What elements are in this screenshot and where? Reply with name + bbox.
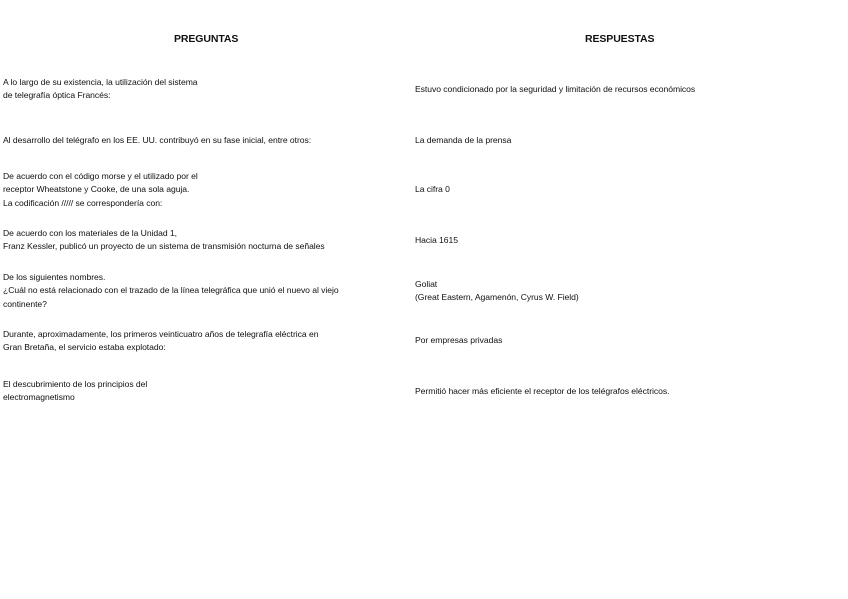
question-cell: Al desarrollo del telégrafo en los EE. UU. contribuyó en su fase inicial, entre otros: bbox=[3, 135, 312, 145]
header-answers: RESPUESTAS bbox=[585, 33, 655, 45]
answer-cell: Estuvo condicionado por la seguridad y limitación de recursos económicos bbox=[415, 84, 696, 94]
answer-cell: Permitió hacer más eficiente el receptor de los telégrafos eléctricos. bbox=[415, 386, 670, 396]
header-questions: PREGUNTAS bbox=[174, 33, 239, 45]
answer-cell: La cifra 0 bbox=[415, 184, 450, 194]
question-cell: El descubrimiento de los principios del electromagnetismo bbox=[3, 379, 148, 403]
question-cell: De acuerdo con los materiales de la Unidad 1, Franz Kessler, publicó un proyecto de un sistema de transmisión nocturna de señales bbox=[3, 228, 325, 252]
question-cell: Durante, aproximadamente, los primeros veinticuatro años de telegrafía eléctrica en Gran Bretaña, el servicio estaba explotado: bbox=[3, 329, 319, 353]
answer-cell: Goliat (Great Eastern, Agamenón, Cyrus W. Field) bbox=[415, 279, 579, 303]
question-cell: A lo largo de su existencia, la utilización del sistema de telegrafía óptica Francés: bbox=[3, 77, 198, 101]
question-cell: De los siguientes nombres. ¿Cuál no está relacionado con el trazado de la línea telegráfica que unió el nuevo al viejo continente? bbox=[3, 272, 339, 309]
question-cell: De acuerdo con el código morse y el utilizado por el receptor Wheatstone y Cooke, de una sola aguja. La codificación ///// se correspondería con: bbox=[3, 171, 198, 208]
answer-cell: La demanda de la prensa bbox=[415, 135, 512, 145]
answer-cell: Hacia 1615 bbox=[415, 235, 458, 245]
answer-cell: Por empresas privadas bbox=[415, 335, 503, 345]
